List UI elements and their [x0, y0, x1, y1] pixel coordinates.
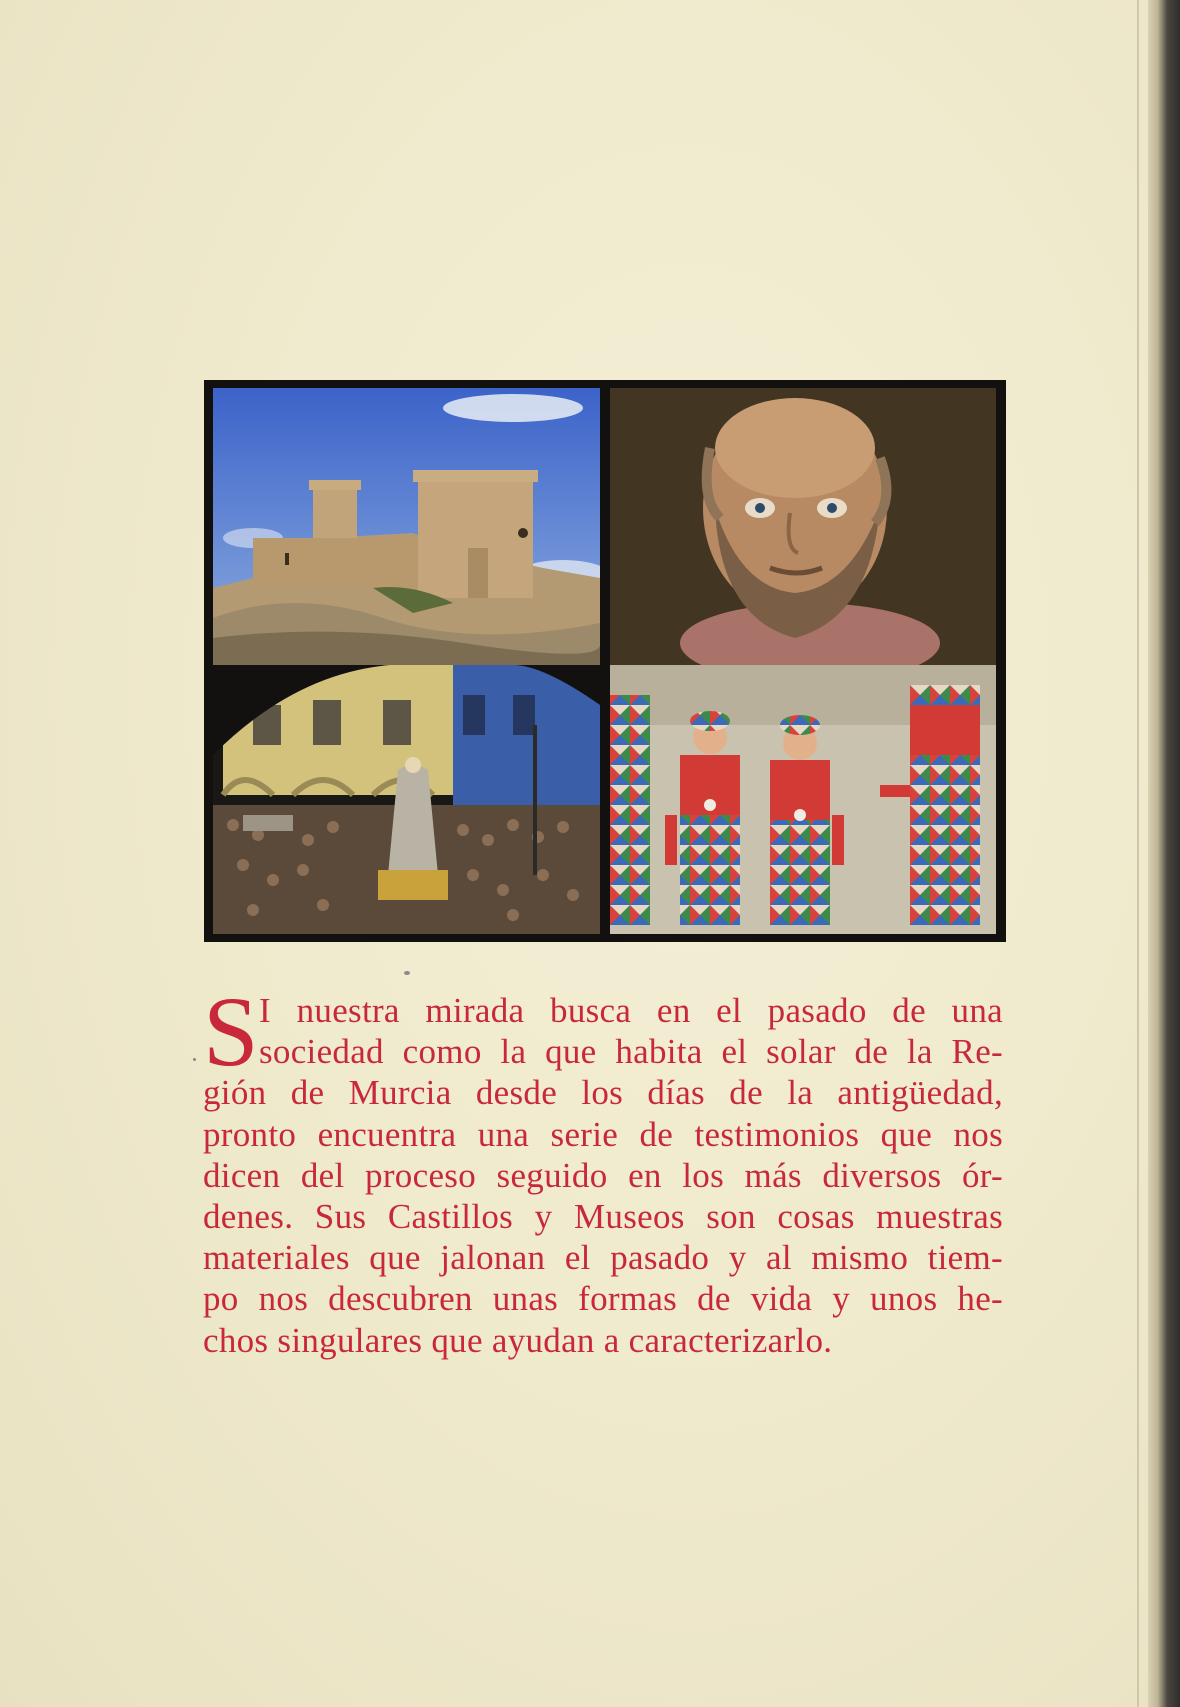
text-line: materiales que jalonan el pasado y al mismo tiem- [203, 1238, 1003, 1278]
procession-photo [213, 665, 600, 934]
intro-paragraph [203, 976, 1003, 1361]
fold-line [1137, 0, 1139, 1707]
text-line: po nos descubren unas formas de vida y unos he- [203, 1279, 1003, 1319]
sculpture-photo [610, 388, 996, 665]
castle-photo [213, 388, 600, 665]
text-line: denes. Sus Castillos y Museos son cosas muestras [203, 1196, 1003, 1236]
drop-cap: S [203, 976, 259, 1087]
photo-collage [204, 380, 1006, 942]
text-line: dicen del proceso seguido en los más diversos ór- [203, 1155, 1003, 1195]
text-line: chos singulares que ayudan a caracterizarlo. [203, 1320, 833, 1360]
text-line: sociedad como la que habita el solar de la Re- [259, 1032, 1003, 1072]
text-line: gión de Murcia desde los días de la antigüedad, [203, 1073, 1003, 1113]
harlequins-photo [610, 665, 996, 934]
text-line: I nuestra mirada busca en el pasado de una [259, 991, 1003, 1030]
paper-speck [193, 1058, 196, 1061]
text-line: pronto encuentra una serie de testimonios que nos [203, 1114, 1003, 1154]
paper-speck [404, 971, 410, 975]
book-edge [1148, 0, 1180, 1707]
